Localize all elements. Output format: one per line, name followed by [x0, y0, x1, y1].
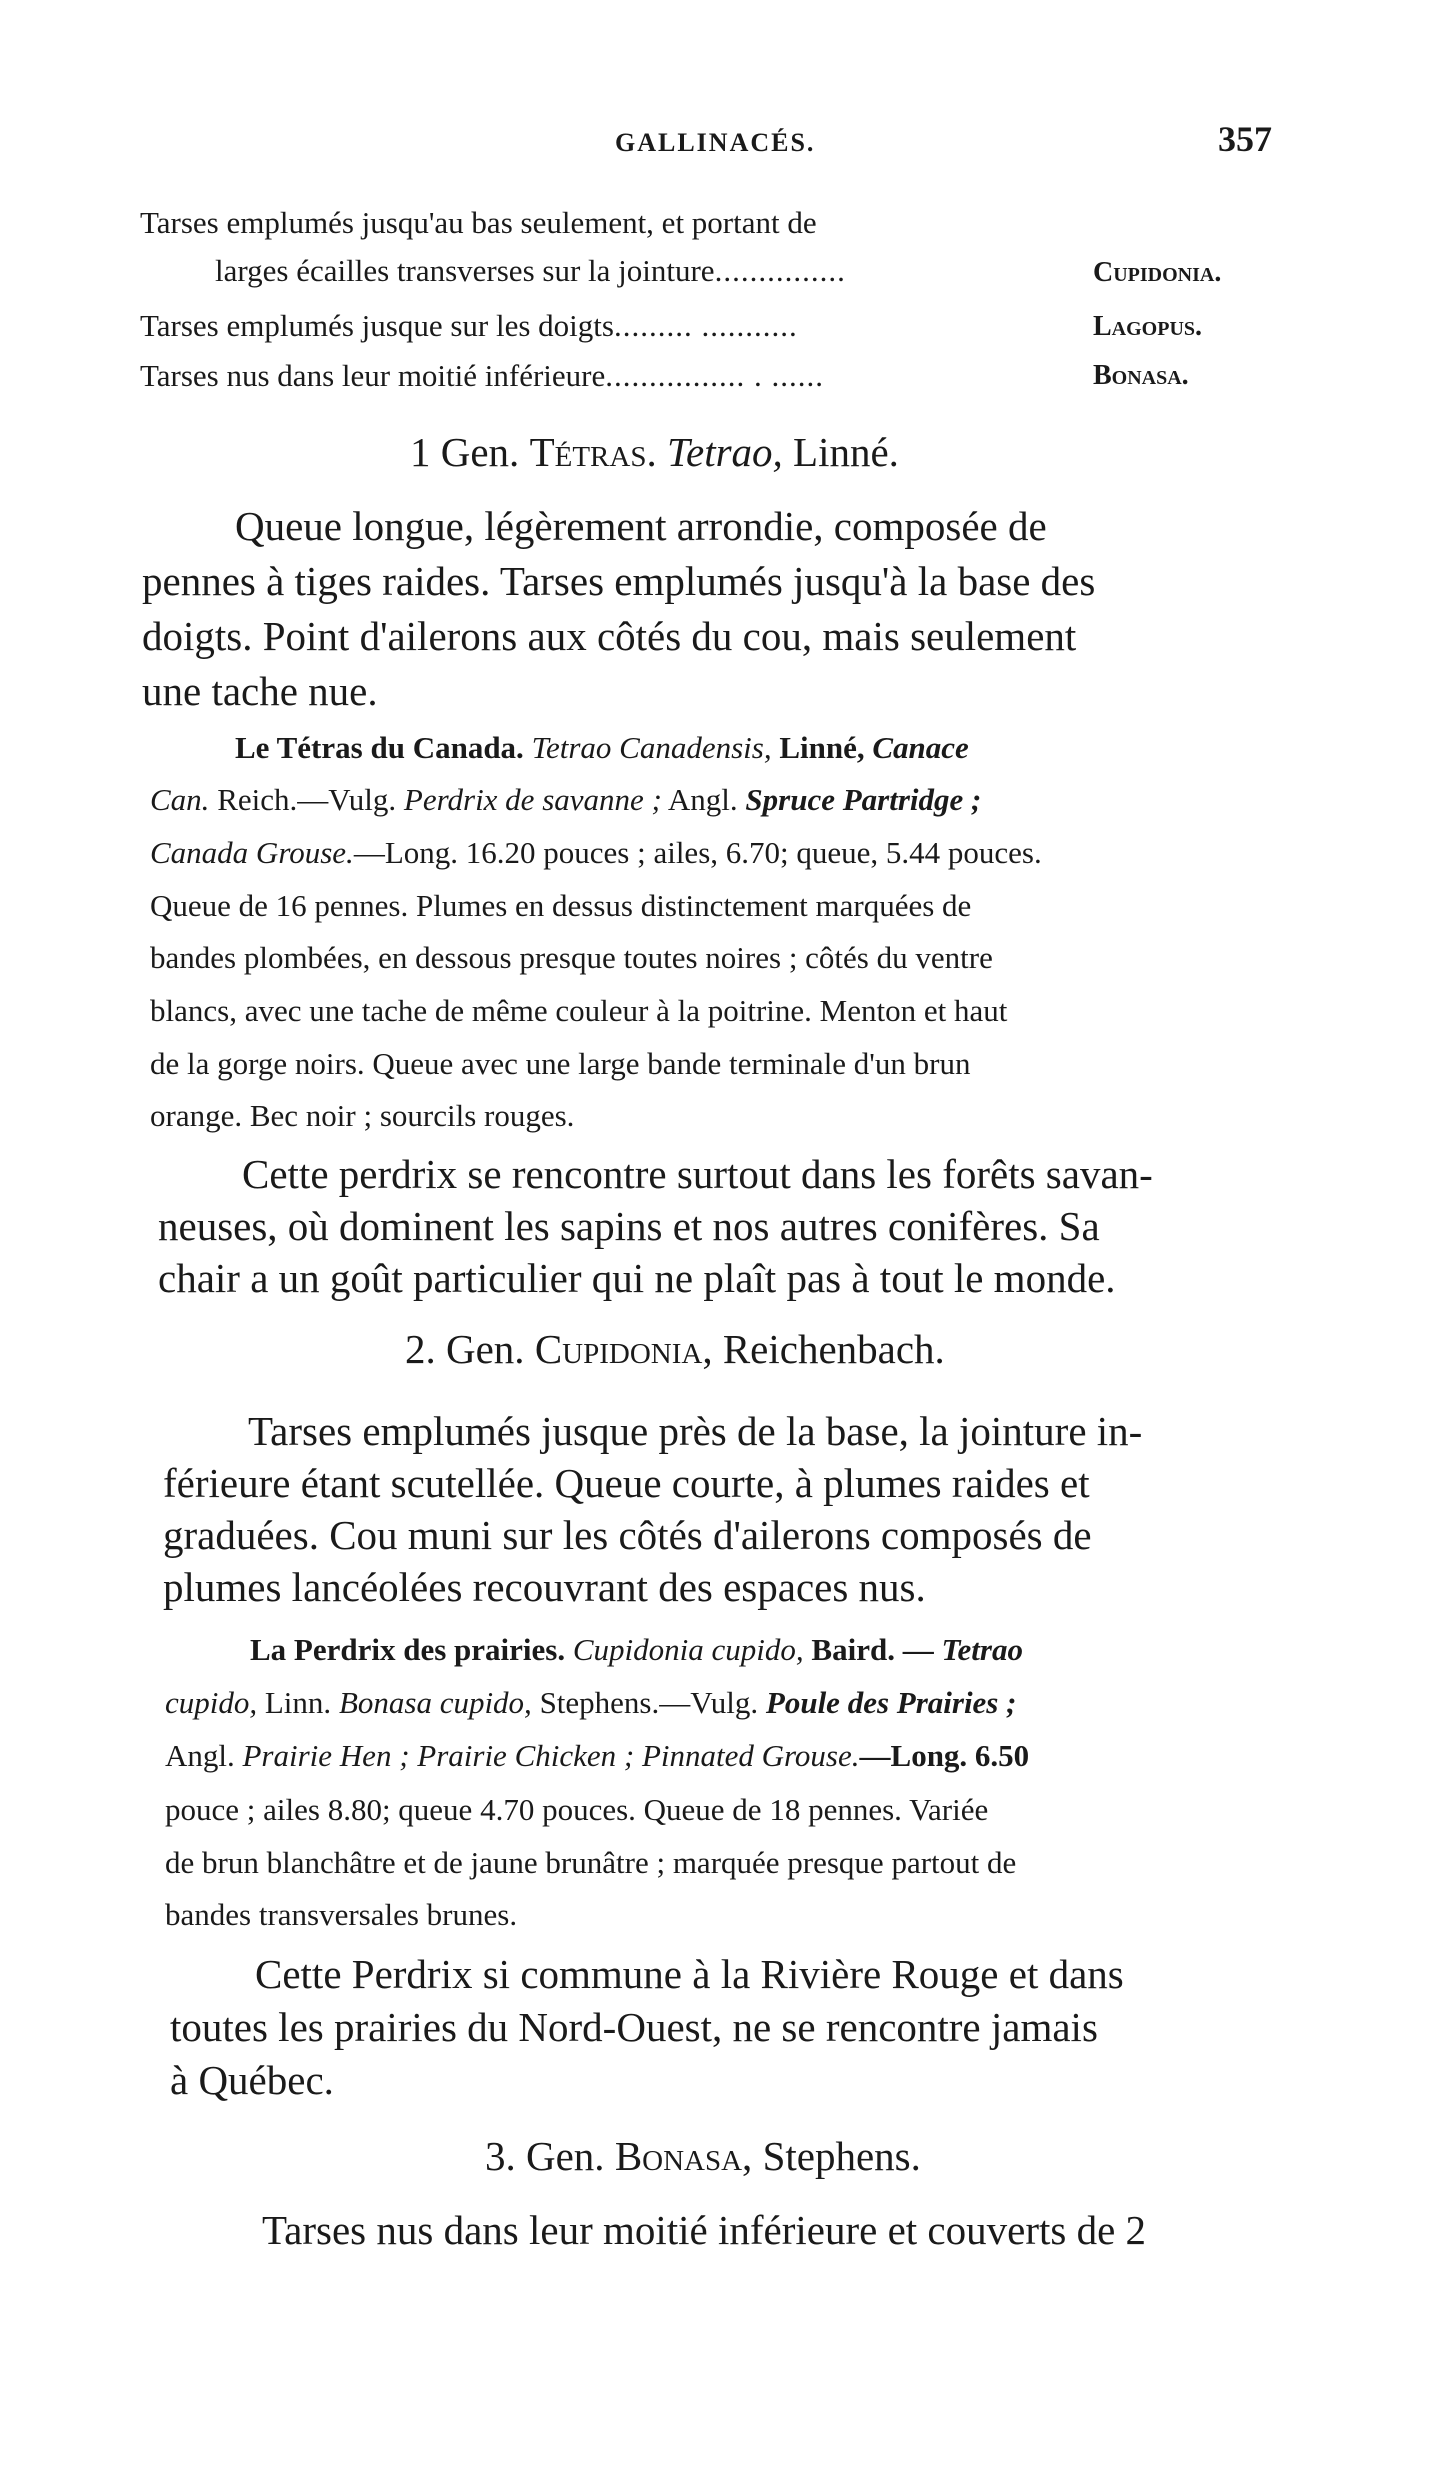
genus1-note-line: Cette perdrix se rencontre surtout dans les forêts savan- — [242, 1151, 1153, 1197]
species-synonym: Tetrao — [941, 1632, 1023, 1667]
genus3-author: Stephens. — [762, 2133, 921, 2179]
species-text: Bonasa cupido, — [338, 1685, 532, 1720]
species-text: cupido, — [165, 1685, 258, 1720]
key-row3-dots: ................ . ...... — [605, 358, 825, 393]
running-title: GALLINACÉS. — [615, 128, 816, 157]
genus3-desc-line: Tarses nus dans leur moitié inférieure et couverts de 2 — [262, 2207, 1147, 2253]
key-row1-dots: ............... — [714, 253, 846, 288]
species-line: Queue de 16 pennes. Plumes en dessus distinctement marquées de — [150, 888, 972, 923]
genus1-note-line: neuses, où dominent les sapins et nos autres conifères. Sa — [158, 1203, 1100, 1249]
species-line — [235, 730, 969, 766]
genus1-latin: Tetrao, — [666, 429, 783, 475]
key-row1-genus: Cupidonia. — [1093, 257, 1222, 288]
species-line: bandes plombées, en dessous presque toutes noires ; côtés du ventre — [150, 940, 993, 975]
key-row3-text: Tarses nus dans leur moitié inférieure — [140, 358, 606, 393]
genus1-number: 1 Gen. — [410, 429, 520, 475]
key-row3 — [140, 358, 824, 394]
species-text: Angl. — [667, 782, 738, 817]
species-line: orange. Bec noir ; sourcils rouges. — [150, 1098, 575, 1133]
species-line: blancs, avec une tache de même couleur à la poitrine. Menton et haut — [150, 993, 1008, 1028]
key-row2-dots: ......... ........... — [613, 308, 798, 343]
species-line — [165, 1685, 1016, 1721]
species-line: de la gorge noirs. Queue avec une large bande terminale d'un brun — [150, 1046, 971, 1081]
species-text: Perdrix de savanne ; — [403, 782, 662, 817]
species-line — [150, 782, 981, 818]
genus1-desc-line: pennes à tiges raides. Tarses emplumés jusqu'à la base des — [142, 558, 1096, 604]
genus2-note-line: Cette Perdrix si commune à la Rivière Rouge et dans — [255, 1951, 1124, 1997]
species-author: Baird. — — [811, 1632, 934, 1667]
genus2-desc-line: plumes lancéolées recouvrant des espaces nus. — [163, 1564, 926, 1610]
genus2-author: Reichenbach. — [722, 1326, 945, 1372]
genus2-desc-line: férieure étant scutellée. Queue courte, à plumes raides et — [163, 1460, 1090, 1506]
key-row2-genus: Lagopus. — [1093, 311, 1203, 342]
species-text: —Long. 16.20 pouces ; ailes, 6.70; queue, 5.44 pouces. — [353, 835, 1042, 870]
genus2-heading — [405, 1325, 945, 1373]
genus3-number: 3. Gen. — [485, 2133, 605, 2179]
species-text: Angl. — [165, 1738, 235, 1773]
genus2-desc-line: graduées. Cou muni sur les côtés d'ailerons composés de — [163, 1512, 1092, 1558]
genus2-note-line: toutes les prairies du Nord-Ouest, ne se rencontre jamais — [170, 2004, 1098, 2050]
species-synonym: Canace — [872, 730, 969, 765]
key-row1-line2 — [215, 253, 846, 289]
species-text: Linn. — [264, 1685, 332, 1720]
species-line — [165, 1738, 1029, 1774]
genus1-desc-line: une tache nue. — [142, 668, 378, 714]
species-text: Poule des Prairies ; — [765, 1685, 1017, 1720]
species-line: pouce ; ailes 8.80; queue 4.70 pouces. Queue de 18 pennes. Variée — [165, 1792, 989, 1827]
genus1-desc-line: Queue longue, légèrement arrondie, composée de — [235, 503, 1047, 549]
genus1-desc-line: doigts. Point d'ailerons aux côtés du cou, mais seulement — [142, 613, 1077, 659]
species-text: Reich.—Vulg. — [217, 782, 397, 817]
genus1-name: Tétras. — [529, 429, 657, 475]
species-author: Linné, — [779, 730, 865, 765]
genus2-note-line: à Québec. — [170, 2057, 334, 2103]
species-text: Canada Grouse. — [150, 835, 354, 870]
species-text: —Long. 6.50 — [859, 1738, 1030, 1773]
species-common-name: Le Tétras du Canada. — [235, 730, 524, 765]
genus1-note-line: chair a un goût particulier qui ne plaît pas à tout le monde. — [158, 1255, 1116, 1301]
species-common-name: La Perdrix des prairies. — [250, 1632, 566, 1667]
genus1-heading — [410, 428, 899, 476]
species-latin-name: Tetrao Canadensis, — [531, 730, 772, 765]
key-row3-genus: Bonasa. — [1093, 360, 1189, 391]
genus3-heading — [485, 2132, 921, 2180]
genus1-author: Linné. — [793, 429, 899, 475]
species-line — [150, 835, 1042, 871]
species-line: de brun blanchâtre et de jaune brunâtre ; marquée presque partout de — [165, 1845, 1017, 1880]
species-text: Prairie Hen ; Prairie Chicken ; Pinnated Grouse. — [242, 1738, 860, 1773]
species-text: Stephens.—Vulg. — [539, 1685, 759, 1720]
key-row2 — [140, 308, 798, 344]
genus2-name: Cupidonia, — [534, 1326, 713, 1372]
genus3-name: Bonasa, — [614, 2133, 753, 2179]
species-text: Can. — [150, 782, 210, 817]
genus2-number: 2. Gen. — [405, 1326, 525, 1372]
genus2-desc-line: Tarses emplumés jusque près de la base, la jointure in- — [248, 1408, 1143, 1454]
species-line: bandes transversales brunes. — [165, 1897, 518, 1932]
key-row1-line1: Tarses emplumés jusqu'au bas seulement, et portant de — [140, 205, 817, 240]
key-row2-text: Tarses emplumés jusque sur les doigts — [140, 308, 614, 343]
species-text: Spruce Partridge ; — [745, 782, 982, 817]
species-line — [250, 1632, 1023, 1668]
species-latin-name: Cupidonia cupido, — [572, 1632, 804, 1667]
page-number: 357 — [1218, 119, 1272, 159]
key-row1-text: larges écailles transverses sur la jointure — [215, 253, 715, 288]
